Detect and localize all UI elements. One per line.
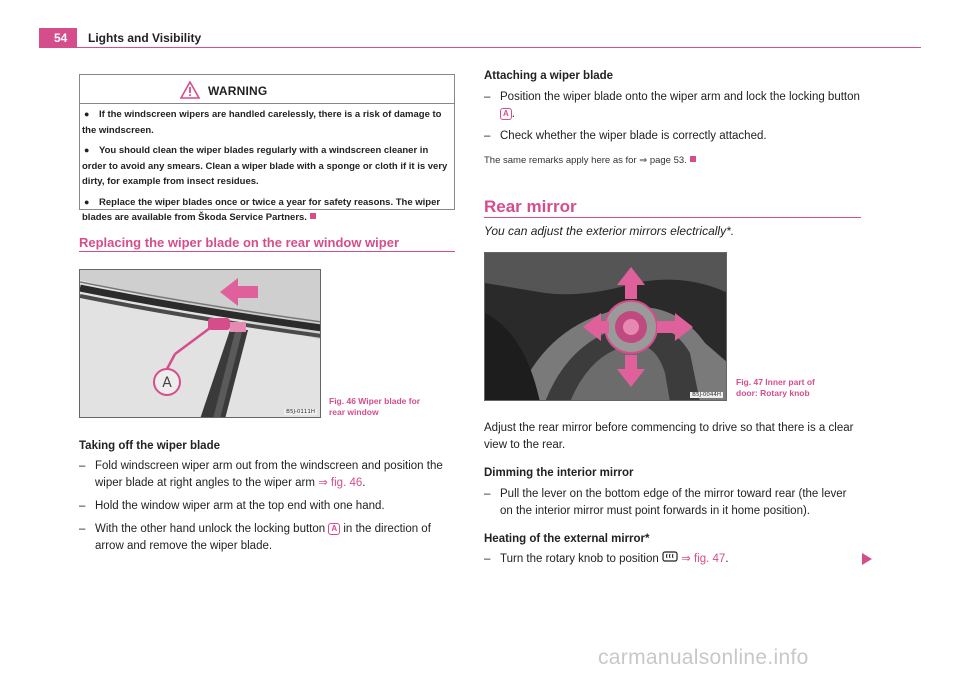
step-text: Hold the window wiper arm at the top end with one hand. <box>95 500 385 512</box>
page-number: 54 <box>39 28 77 48</box>
step-text: in the direction of arrow and remove the wiper blade. <box>95 523 431 552</box>
replace-wiper-heading: Replacing the wiper blade on the rear window wiper <box>79 235 399 250</box>
dimming-heading: Dimming the interior mirror <box>484 467 634 479</box>
step-dash: – <box>484 488 491 500</box>
rear-mirror-heading: Rear mirror <box>484 197 577 216</box>
step-item <box>484 89 862 123</box>
caption-line: door: Rotary knob <box>736 388 810 398</box>
adjust-mirror-paragraph: Adjust the rear mirror before commencing to drive so that there is a clear view to the rear. <box>484 422 854 451</box>
warning-item <box>82 195 454 226</box>
figure-code: B5J-0044H <box>692 392 721 398</box>
step-text: . <box>725 553 729 565</box>
step-text: Fold windscreen wiper arm out from the windscreen and position the wiper blade at right angles to the wiper arm <box>95 460 443 489</box>
figure-46-wiper-blade <box>79 269 321 418</box>
step-text: . <box>511 108 515 120</box>
figure-code: B5J-0111H <box>286 409 315 415</box>
fig-47-link[interactable]: ⇒ fig. 47 <box>681 553 726 565</box>
step-item <box>79 458 459 492</box>
warning-triangle-icon <box>180 81 200 99</box>
door-knob-illustration <box>485 253 727 401</box>
running-header: Lights and Visibility <box>88 31 202 45</box>
step-dash: – <box>79 523 86 535</box>
warning-title: WARNING <box>208 84 268 98</box>
step-text: Pull the lever on the bottom edge of the mirror toward rear (the lever on the interior mirror must point forwards in it home position). <box>500 488 847 517</box>
section-rule <box>484 217 861 218</box>
step-item <box>79 498 459 515</box>
step-text: With the other hand unlock the locking button <box>95 523 329 535</box>
step-text: Turn the rotary knob to position <box>500 553 662 565</box>
button-a-badge: A <box>500 108 512 120</box>
figure-47-caption <box>736 377 815 399</box>
step-dash: – <box>484 130 491 142</box>
step-item <box>79 521 459 555</box>
rear-mirror-intro: You can adjust the exterior mirrors electrically*. <box>484 224 735 238</box>
bullet-icon: ● <box>84 196 90 207</box>
warning-item <box>82 107 454 138</box>
end-of-section-mark <box>690 156 696 162</box>
bullet-icon: ● <box>84 145 90 155</box>
end-of-section-mark <box>310 213 316 219</box>
section-rule <box>79 251 455 252</box>
next-page-arrow-icon[interactable] <box>862 553 872 565</box>
header-rule <box>39 47 921 48</box>
step-dash: – <box>484 553 491 565</box>
see-page-note <box>484 155 696 166</box>
mirror-heating-icon <box>662 551 678 563</box>
step-text: Position the wiper blade onto the wiper arm and lock the locking button <box>500 91 860 103</box>
warning-list <box>82 107 454 231</box>
warning-item-text: If the windscreen wipers are handled carelessly, there is a risk of damage to the windscreen. <box>82 109 442 136</box>
callout-label-a: A <box>162 375 172 391</box>
wiper-illustration <box>80 270 321 418</box>
button-a-badge: A <box>328 523 340 535</box>
caption-line: Fig. 46 Wiper blade for <box>329 396 421 406</box>
figure-47-rotary-knob <box>484 252 727 401</box>
warning-item-text: You should clean the wiper blades regularly with a windscreen cleaner in order to avoid any smears. Clean a wiper blade with a sponge or cloth if it is very dirty, for example from insect residues. <box>82 145 448 187</box>
step-text: . <box>362 477 366 489</box>
step-dash: – <box>484 91 491 103</box>
step-text: Check whether the wiper blade is correctly attached. <box>500 130 767 142</box>
caption-line: Fig. 47 Inner part of <box>736 377 815 387</box>
warning-header <box>80 75 454 105</box>
step-item <box>484 128 862 145</box>
warning-rule <box>80 103 454 104</box>
step-item <box>484 486 862 520</box>
caption-line: rear window <box>329 407 379 417</box>
note-text: The same remarks apply here as for ⇒ page 53. <box>484 155 687 166</box>
warning-item-text: Replace the wiper blades once or twice a year for safety reasons. The wiper blades are available from Škoda Service Partners. <box>82 196 441 223</box>
warning-box <box>79 74 455 223</box>
warning-item <box>82 143 454 190</box>
figure-46-caption <box>329 396 420 418</box>
attaching-heading: Attaching a wiper blade <box>484 70 614 82</box>
taking-off-heading: Taking off the wiper blade <box>79 440 220 452</box>
heating-heading: Heating of the external mirror* <box>484 533 650 545</box>
step-dash: – <box>79 460 86 472</box>
step-item <box>484 551 862 568</box>
step-dash: – <box>79 500 86 512</box>
watermark: carmanualsonline.info <box>598 646 809 669</box>
fig-46-link[interactable]: ⇒ fig. 46 <box>318 477 363 489</box>
bullet-icon: ● <box>84 109 90 119</box>
